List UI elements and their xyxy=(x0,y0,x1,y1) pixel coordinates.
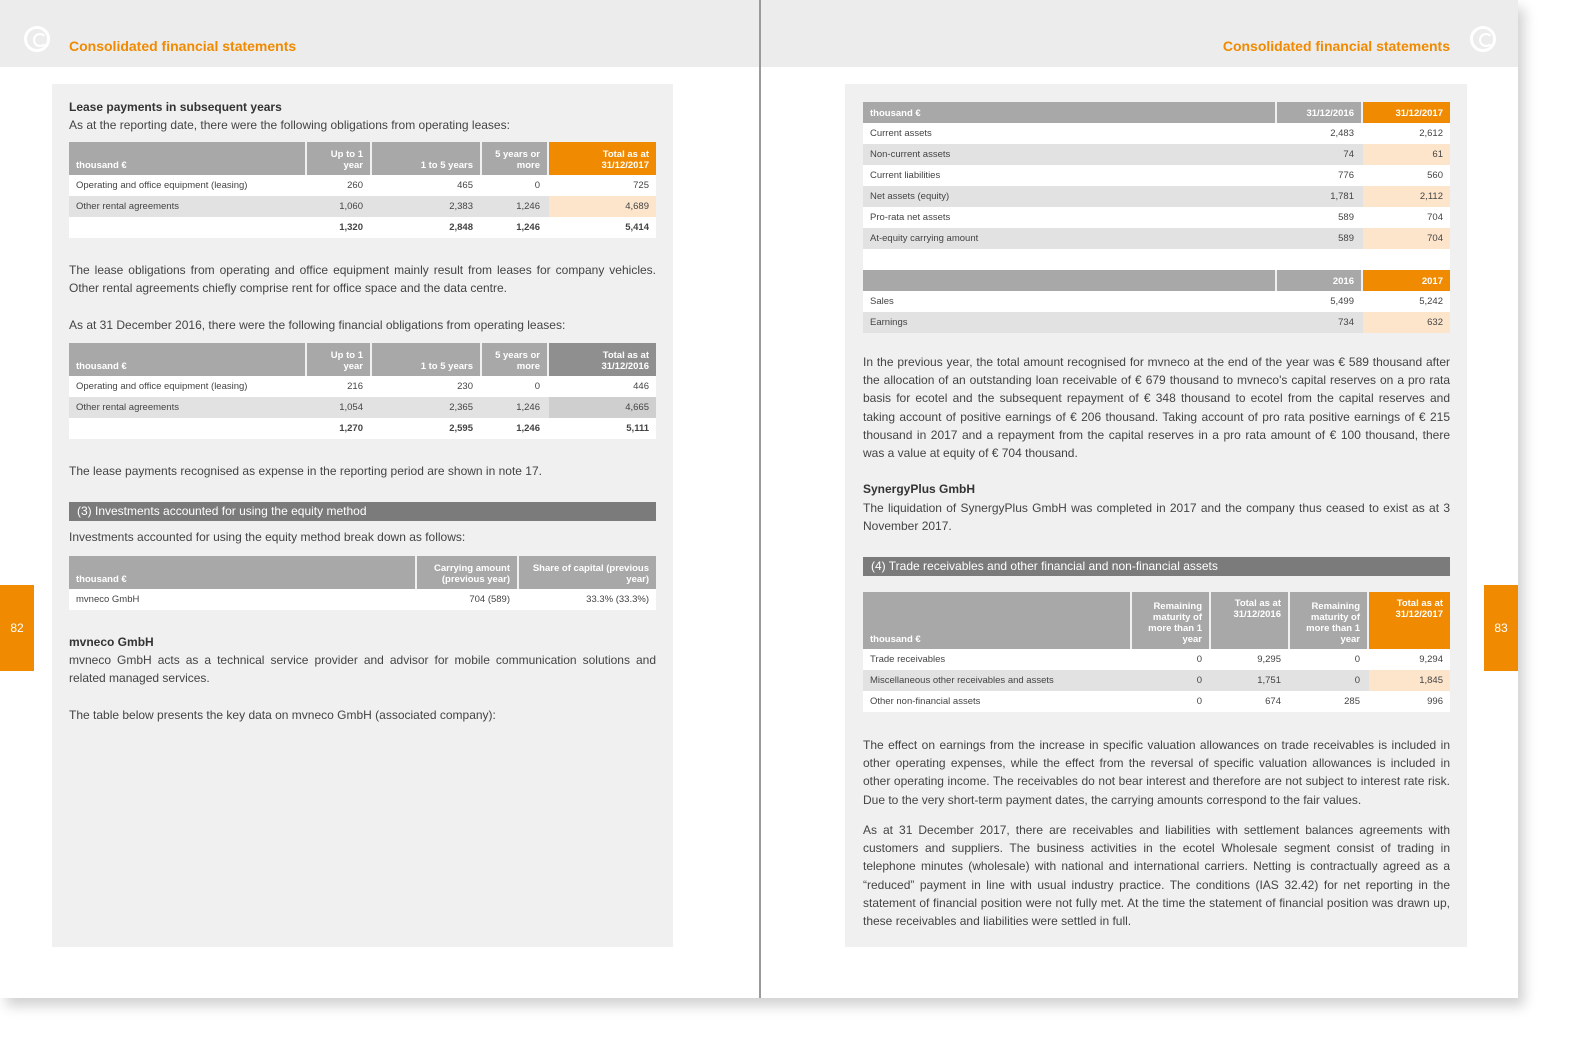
table-cell: 5,499 xyxy=(1277,291,1363,312)
synergyplus-heading: SynergyPlus GmbH xyxy=(863,482,976,496)
table-cell: 5,111 xyxy=(549,418,656,439)
receivables-paragraph-1: The effect on earnings from the increase in specific valuation allowances on trade receivables is included in other operating expenses, while the effect from the reversal of specific valuation allowances is included in other operating income. The receivables do not bear interest and therefore are not subject to interest rate risk. Due to the very short-term payment dates, the carrying amounts correspond to the fair values. xyxy=(863,738,1450,807)
content-panel xyxy=(52,84,673,947)
table-cell: Sales xyxy=(863,291,1277,312)
left-page xyxy=(0,0,759,998)
table-row xyxy=(863,670,1450,691)
table-cell: Other rental agreements xyxy=(69,196,307,217)
page-header xyxy=(0,0,759,67)
table-cell: 1,270 xyxy=(307,418,372,439)
table-header: Total as at 31/12/2017 xyxy=(1369,592,1450,649)
table-cell: 5,414 xyxy=(549,217,656,238)
lease-table-2016 xyxy=(69,343,656,439)
table-cell: 725 xyxy=(549,175,656,196)
content-panel xyxy=(845,84,1467,947)
table-cell: Non-current assets xyxy=(863,144,1277,165)
section-3-heading: (3) Investments accounted for using the equity method xyxy=(69,502,656,521)
table-cell: 9,295 xyxy=(1211,649,1290,670)
table-cell xyxy=(69,217,307,238)
table-cell: 285 xyxy=(1290,691,1369,712)
table-cell: 0 xyxy=(1290,670,1369,691)
table-cell: Pro-rata net assets xyxy=(863,207,1277,228)
page-number-tab: 83 xyxy=(1484,585,1518,671)
table-cell: 589 xyxy=(1277,207,1363,228)
table-cell: 4,689 xyxy=(549,196,656,217)
lease-table-2017 xyxy=(69,142,656,238)
table-cell: 0 xyxy=(482,175,549,196)
table-row xyxy=(863,207,1450,228)
table-header: thousand € xyxy=(69,142,307,175)
table-header: 31/12/2016 xyxy=(1277,102,1363,123)
table-header: Up to 1 year xyxy=(307,142,372,175)
table-cell: Other non-financial assets xyxy=(863,691,1132,712)
table-cell: Current assets xyxy=(863,123,1277,144)
table-header: Total as at 31/12/2016 xyxy=(549,343,656,376)
table-spacer-row xyxy=(863,249,1450,270)
page-number-tab: 82 xyxy=(0,585,34,671)
table-header: thousand € xyxy=(69,556,417,589)
table-cell: 216 xyxy=(307,376,372,397)
table-cell: 704 xyxy=(1363,228,1450,249)
table-cell: 2,595 xyxy=(372,418,482,439)
table-cell: 5,242 xyxy=(1363,291,1450,312)
table-cell: 2,483 xyxy=(1277,123,1363,144)
table-cell: 230 xyxy=(372,376,482,397)
table-cell: Other rental agreements xyxy=(69,397,307,418)
table-cell: 996 xyxy=(1369,691,1450,712)
table-cell: 4,665 xyxy=(549,397,656,418)
table-cell: 0 xyxy=(1132,670,1211,691)
table-row xyxy=(863,291,1450,312)
table-row xyxy=(863,165,1450,186)
table-cell: 2,383 xyxy=(372,196,482,217)
table-cell: 446 xyxy=(549,376,656,397)
table-cell: 2,848 xyxy=(372,217,482,238)
company-logo-icon xyxy=(24,26,50,52)
table-cell: 9,294 xyxy=(1369,649,1450,670)
right-page xyxy=(761,0,1518,998)
table-header xyxy=(863,270,1277,291)
table-header: thousand € xyxy=(863,592,1132,649)
table-cell: 734 xyxy=(1277,312,1363,333)
mvneco-key-data-intro: The table below presents the key data on mvneco GmbH (associated company): xyxy=(69,708,496,722)
table-row xyxy=(69,589,656,610)
table-total-row xyxy=(69,418,656,439)
lease-paragraph-3: The lease payments recognised as expense in the reporting period are shown in note 17. xyxy=(69,464,542,478)
table-row xyxy=(69,196,656,217)
table-cell: 776 xyxy=(1277,165,1363,186)
table-cell: Net assets (equity) xyxy=(863,186,1277,207)
table-cell: 1,246 xyxy=(482,217,549,238)
lease-heading: Lease payments in subsequent years xyxy=(69,100,282,114)
table-cell: 1,845 xyxy=(1369,670,1450,691)
table-cell: 0 xyxy=(1132,649,1211,670)
table-total-row xyxy=(69,217,656,238)
table-cell: 560 xyxy=(1363,165,1450,186)
lease-paragraph-1: The lease obligations from operating and office equipment mainly result from leases for company vehicles. Other rental agreements chiefly comprise rent for office space and the data centre. xyxy=(69,263,656,296)
page-header xyxy=(761,0,1518,67)
receivables-paragraph-2: As at 31 December 2017, there are receivables and liabilities with settlement balances agreements with customers and suppliers. The business activities in the ecotel Wholesale segment consist of trading in telephone minutes (wholesale) with national and international carriers. Netting is contractually agreed as a “reduced” payment in line with usual industry practice. The conditions (IAS 32.42) for net reporting in the statement of financial position were not fully met. At the time the statement of financial position was drawn up, these receivables and liabilities were settled in full. xyxy=(863,823,1450,929)
table-cell: 704 xyxy=(1363,207,1450,228)
table-cell: Miscellaneous other receivables and assets xyxy=(863,670,1132,691)
table-cell: 61 xyxy=(1363,144,1450,165)
table-header: thousand € xyxy=(69,343,307,376)
header-title: Consolidated financial statements xyxy=(1222,38,1450,54)
table-header: Carrying amount (previous year) xyxy=(417,556,519,589)
table-row xyxy=(69,376,656,397)
table-cell: Trade receivables xyxy=(863,649,1132,670)
table-cell: 589 xyxy=(1277,228,1363,249)
table-cell: 0 xyxy=(1132,691,1211,712)
table-row xyxy=(863,312,1450,333)
table-row xyxy=(863,228,1450,249)
table-cell: 1,246 xyxy=(482,418,549,439)
table-cell: 1,054 xyxy=(307,397,372,418)
table-cell: 704 (589) xyxy=(417,589,519,610)
table-header: 2016 xyxy=(1277,270,1363,291)
table-cell: Operating and office equipment (leasing) xyxy=(69,376,307,397)
table-cell: 74 xyxy=(1277,144,1363,165)
table-cell: 2,112 xyxy=(1363,186,1450,207)
table-cell: Earnings xyxy=(863,312,1277,333)
table-cell: 674 xyxy=(1211,691,1290,712)
table-header: Remaining maturity of more than 1 year xyxy=(1132,592,1211,649)
equity-intro: Investments accounted for using the equity method break down as follows: xyxy=(69,530,466,544)
table-row xyxy=(863,649,1450,670)
table-header: 2017 xyxy=(1363,270,1450,291)
table-cell: 1,060 xyxy=(307,196,372,217)
table-header: 5 years or more xyxy=(482,142,549,175)
table-cell: 1,246 xyxy=(482,397,549,418)
table-cell: 0 xyxy=(1290,649,1369,670)
table-cell: 1,246 xyxy=(482,196,549,217)
table-header: 31/12/2017 xyxy=(1363,102,1450,123)
table-cell: 2,612 xyxy=(1363,123,1450,144)
table-row xyxy=(863,123,1450,144)
table-cell: 1,781 xyxy=(1277,186,1363,207)
table-cell: 1,751 xyxy=(1211,670,1290,691)
mvneco-key-data-table xyxy=(863,102,1450,333)
table-cell: mvneco GmbH xyxy=(69,589,417,610)
table-cell: 260 xyxy=(307,175,372,196)
table-row xyxy=(69,397,656,418)
table-cell: 33.3% (33.3%) xyxy=(519,589,656,610)
mvneco-valuation-paragraph: In the previous year, the total amount recognised for mvneco at the end of the year was € 589 thousand after the allocation of an outstanding loan receivable of € 679 thousand to mvneco's capital reserves on a pro rata basis for ecotel and the subsequent repayment of € 348 thousand to ecotel from the capital reserves and taking account of positive earnings of € 206 thousand. Taking account of pro rata positive earnings of € 215 thousand in 2017 and a repayment from the capital reserves in a pro rata amount of € 100 thousand, there was a value at equity of € 704 thousand. xyxy=(863,355,1450,461)
section-4-heading: (4) Trade receivables and other financial and non-financial assets xyxy=(863,557,1450,576)
table-cell: Operating and office equipment (leasing) xyxy=(69,175,307,196)
lease-paragraph-2: As at 31 December 2016, there were the following financial obligations from operating leases: xyxy=(69,318,566,332)
table-cell: Current liabilities xyxy=(863,165,1277,186)
table-header: Share of capital (previous year) xyxy=(519,556,656,589)
table-cell: 2,365 xyxy=(372,397,482,418)
table-header: Total as at 31/12/2016 xyxy=(1211,592,1290,649)
table-cell: 0 xyxy=(482,376,549,397)
table-cell: 465 xyxy=(372,175,482,196)
table-cell xyxy=(69,418,307,439)
table-cell: At-equity carrying amount xyxy=(863,228,1277,249)
lease-intro: As at the reporting date, there were the following obligations from operating leases: xyxy=(69,118,510,132)
table-header: Up to 1 year xyxy=(307,343,372,376)
mvneco-heading: mvneco GmbH xyxy=(69,635,154,649)
table-header: Remaining maturity of more than 1 year xyxy=(1290,592,1369,649)
table-header: Total as at 31/12/2017 xyxy=(549,142,656,175)
trade-receivables-table xyxy=(863,592,1450,712)
table-cell: 1,320 xyxy=(307,217,372,238)
table-cell: 632 xyxy=(1363,312,1450,333)
table-header: 1 to 5 years xyxy=(372,142,482,175)
equity-investments-table xyxy=(69,556,656,610)
mvneco-paragraph: mvneco GmbH acts as a technical service provider and advisor for mobile communication solutions and related managed services. xyxy=(69,653,656,686)
table-row xyxy=(863,691,1450,712)
table-row xyxy=(863,144,1450,165)
table-row xyxy=(69,175,656,196)
table-header: 5 years or more xyxy=(482,343,549,376)
company-logo-icon xyxy=(1470,26,1496,52)
synergyplus-paragraph: The liquidation of SynergyPlus GmbH was completed in 2017 and the company thus ceased to exist as at 3 November 2017. xyxy=(863,501,1450,534)
header-title: Consolidated financial statements xyxy=(69,38,297,54)
table-header: 1 to 5 years xyxy=(372,343,482,376)
table-row xyxy=(863,186,1450,207)
table-header: thousand € xyxy=(863,102,1277,123)
